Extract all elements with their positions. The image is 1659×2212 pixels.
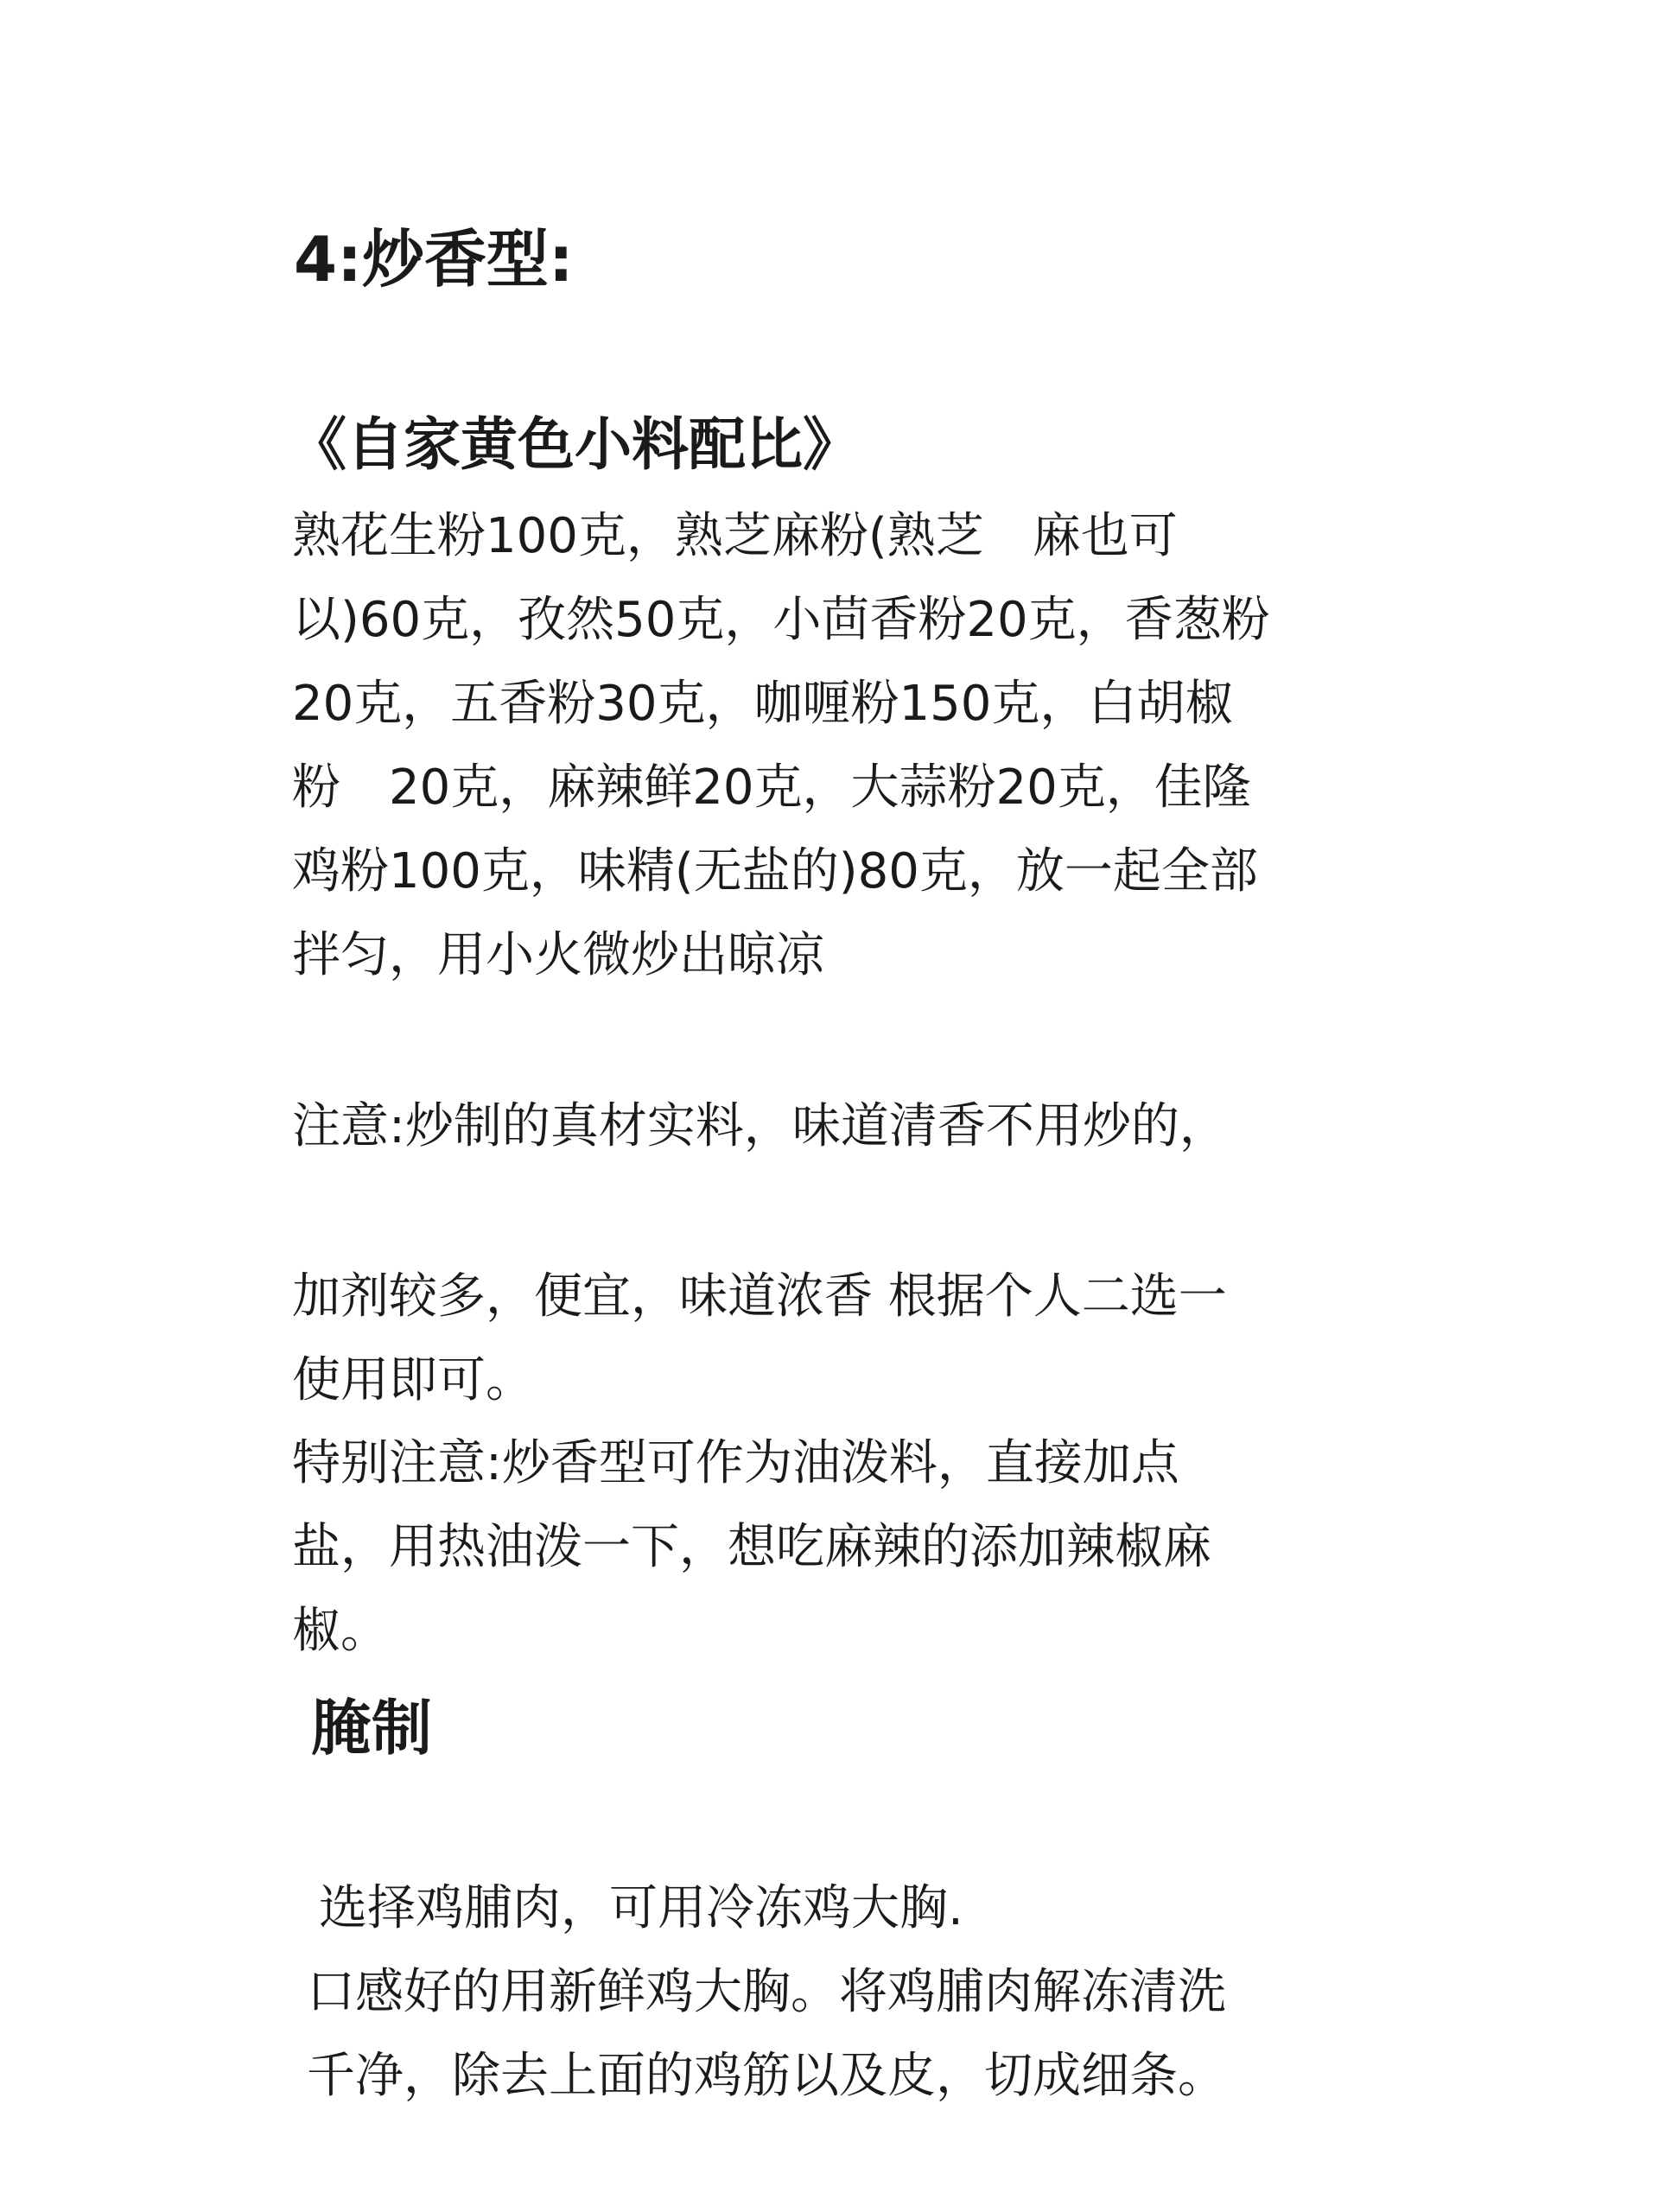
text-line: 选择鸡脯肉，可用冷冻鸡大胸. [319,1880,963,1936]
text-line: 千净，除去上面的鸡筋以及皮，切成细条。 [307,2048,1226,2104]
special-note-paragraph [292,1421,1211,1673]
note-paragraph-1 [292,1084,1228,1168]
text-line: 粉 20克，麻辣鲜20克，大蒜粉20克，佳隆 [292,760,1251,816]
text-line: 熟花生粉100克，熟芝麻粉(熟芝 麻也可 [292,508,1178,564]
text-line: 口感好的用新鲜鸡大胸。将鸡脯肉解冻清洗 [307,1964,1226,2020]
section-title: 4:炒香型: [294,223,574,296]
text-line: 椒。 [292,1603,389,1659]
text-line: 拌匀，用小火微炒出晾凉 [292,927,824,983]
text-line: 20克，五香粉30克，咖喱粉150克，白胡椒 [292,676,1234,732]
note-paragraph-2 [292,1255,1227,1422]
recipe-title: 《自家黄色小料配比》 [289,411,860,478]
text-line: 以)60克，孜然50克，小茴香粉20克，香葱粉 [292,592,1270,648]
recipe-ingredients-paragraph [292,494,1270,997]
marinate-paragraph [307,1866,1226,2118]
marinate-title: 腌制 [311,1693,432,1764]
text-line: 加剂较多，便宜，味道浓香 根据个人二选一 [292,1268,1227,1325]
text-line: 特别注意:炒香型可作为油泼料，直接加点 [292,1435,1179,1491]
text-line: 盐，用热油泼一下，想吃麻辣的添加辣椒麻 [292,1519,1211,1575]
text-line: 鸡粉100克，味精(无盐的)80克，放一起全部 [292,843,1258,899]
text-line: 使用即可。 [292,1352,534,1408]
text-line: 注意:炒制的真材实料，味道清香不用炒的， [292,1098,1228,1154]
